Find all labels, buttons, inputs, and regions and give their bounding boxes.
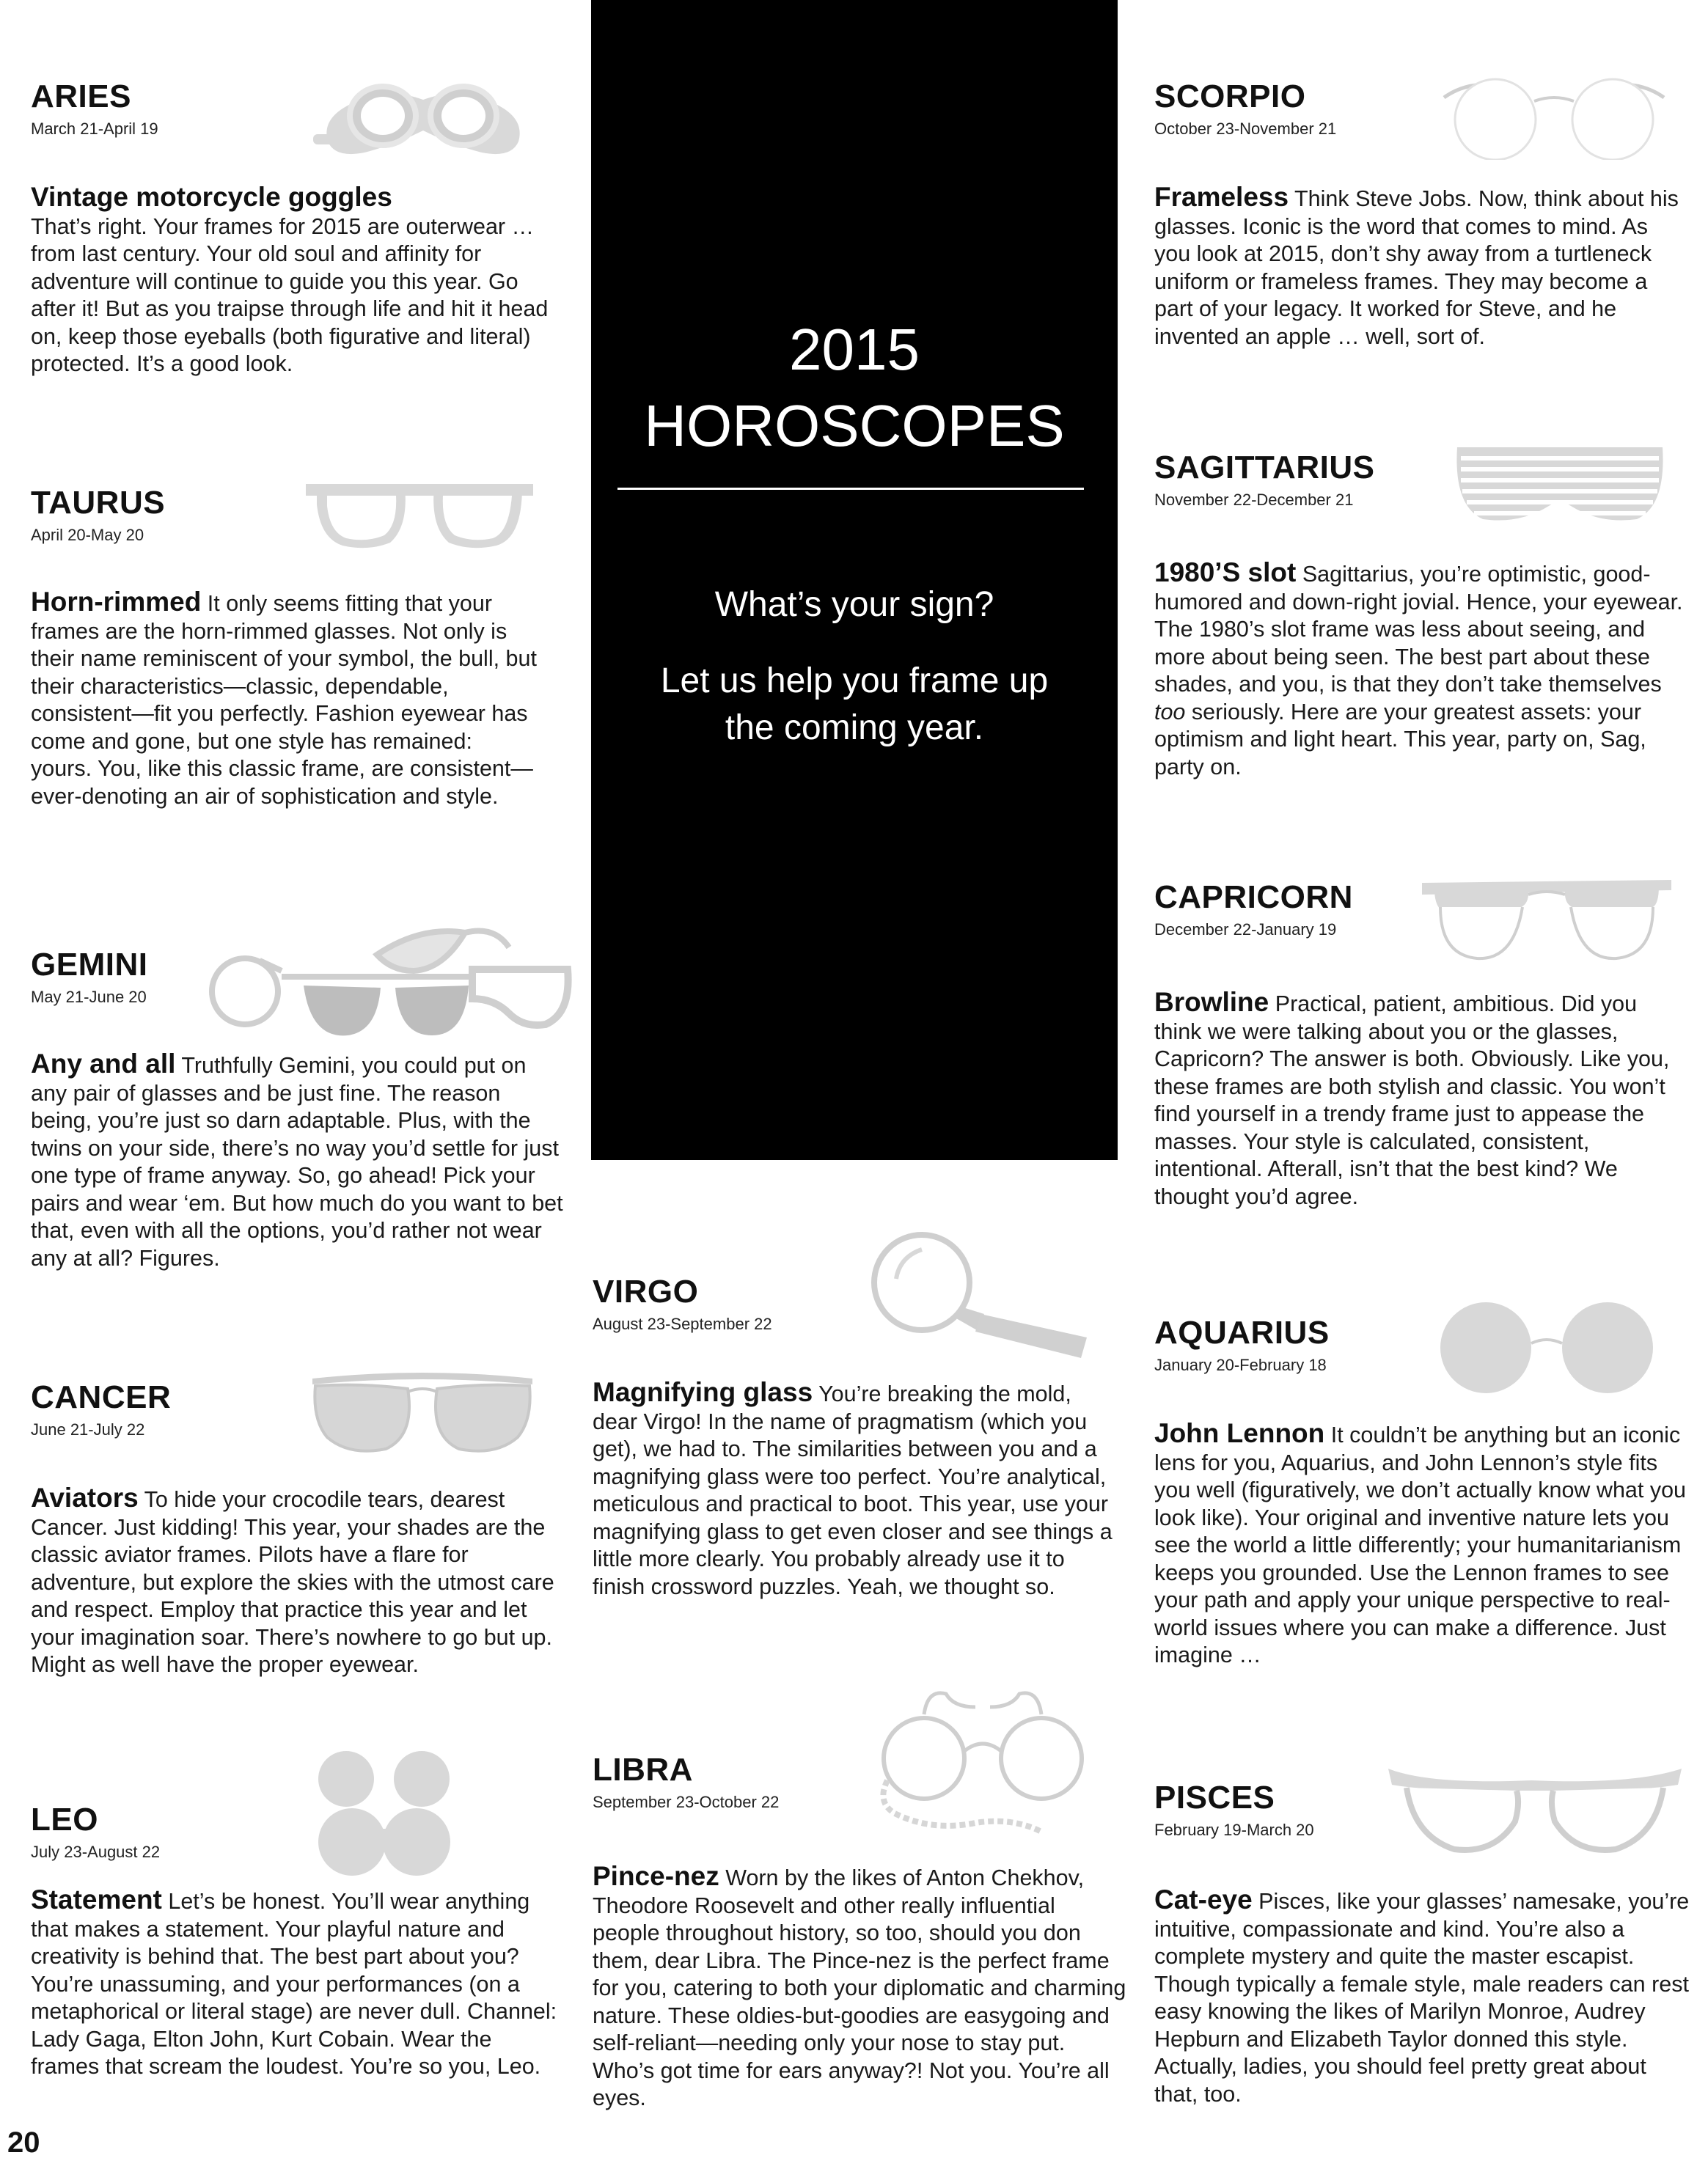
title-year: 2015 xyxy=(789,317,920,382)
style-name: Vintage motorcycle goggles xyxy=(31,182,392,212)
gemini-section xyxy=(31,947,566,1314)
horoscope-text xyxy=(1154,1420,1690,1670)
horoscope-text xyxy=(1154,183,1690,351)
style-name: Magnifying glass xyxy=(593,1377,813,1407)
horoscope-body: Sagittarius, you’re optimistic, good-humored and down-right jovial. Hence, your eyewear. The 1980’s slot frame was less about seeing, and more about being seen. The best part about these shades, and you, is that they don’t take themselves xyxy=(1154,562,1683,697)
sign-name: SAGITTARIUS xyxy=(1154,449,1375,485)
center-subtitle: Let us help you frame up the coming year. xyxy=(660,661,1049,747)
horoscope-text xyxy=(593,1379,1121,1601)
sign-dates: October 23-November 21 xyxy=(1154,120,1337,138)
sign-dates: June 21-July 22 xyxy=(31,1420,145,1439)
sign-dates: April 20-May 20 xyxy=(31,526,144,544)
sign-name: CANCER xyxy=(31,1379,172,1415)
pisces-section xyxy=(1154,1780,1690,2125)
horoscope-body: Think Steve Jobs. Now, think about his glasses. Iconic is the word that comes to mind. As you look at 2015, don’t shy away from a turtleneck uniform or frameless frames. They may become a part of your legacy. It worked for Steve, and he invented an apple … well, sort of. xyxy=(1154,186,1679,349)
style-name: Frameless xyxy=(1154,182,1289,212)
capricorn-section xyxy=(1154,880,1690,1232)
sign-dates: August 23-September 22 xyxy=(593,1315,772,1333)
horoscope-text xyxy=(31,183,559,378)
horoscope-body: It only seems fitting that your frames are the horn-rimmed glasses. Not only is their name reminiscent of your symbol, the bull, but their characteristics—classic, dependable, consistent—fit you perfectly. Fashion eyewear has come and gone, but one style has remained: yours. You, like this classic frame, are consistent—ever-denoting an air of sophistication and style. xyxy=(31,591,537,809)
style-name: Statement xyxy=(31,1884,162,1915)
horoscope-body: Let’s be honest. You’ll wear anything that makes a statement. Your playful nature and creativity is behind that. The best part about you? You’re unassuming, and your performances (on a metaphorical or literal stage) are never dull. Channel: Lady Gaga, Elton John, Kurt Cobain. Wear the frames that scream the loudest. You’re so you, Leo. xyxy=(31,1889,557,2079)
horoscope-text xyxy=(31,1484,559,1679)
style-name: Cat-eye xyxy=(1154,1884,1253,1915)
sign-dates: March 21-April 19 xyxy=(31,120,158,138)
page-number: 20 xyxy=(7,2126,40,2159)
center-question: What’s your sign? xyxy=(714,585,994,624)
aviators-icon xyxy=(305,1370,540,1458)
horoscope-body: Practical, patient, ambitious. Did you think we were talking about you or the glasses, Capricorn? The answer is both. Obviously. Like you, these frames are both stylish and classic. You won’t find yourself in a trendy frame just to appease the masses. Your style is calculated, consistent, intentional. Afterall, isn’t that the best kind? We thought you’d agree. xyxy=(1154,991,1670,1209)
horoscope-body: To hide your crocodile tears, dearest Cancer. Just kidding! This year, your shades are the classic aviator frames. Pilots have a flare for adventure, but explore the skies with the utmost care and respect. Employ that practice this year and let your imagination soar. There’s nowhere to go but up. Might as well have the proper eyewear. xyxy=(31,1487,554,1677)
horoscope-text xyxy=(1154,559,1690,781)
sign-name: GEMINI xyxy=(31,947,148,983)
scorpio-section xyxy=(1154,79,1690,372)
slot-shades-icon xyxy=(1454,440,1666,528)
sign-dates: January 20-February 18 xyxy=(1154,1356,1327,1374)
aries-section xyxy=(31,79,566,387)
cancer-section xyxy=(31,1380,566,1725)
style-name: John Lennon xyxy=(1154,1418,1325,1448)
sign-name: SCORPIO xyxy=(1154,78,1306,114)
round-lennon-glasses-icon xyxy=(1433,1298,1660,1397)
taurus-section xyxy=(31,485,566,852)
sign-name: LEO xyxy=(31,1802,98,1838)
style-name: Horn-rimmed xyxy=(31,587,202,617)
horoscope-body: That’s right. Your frames for 2015 are outerwear … from last century. Your old soul and affinity for adventure will continue to guide you this year. Go after it! But as you traipse through life and hit it head on, keep those eyeballs (both figurative and literal) protected. It’s a good look. xyxy=(31,213,549,376)
page-title xyxy=(591,312,1118,464)
title-divider xyxy=(617,488,1084,490)
sign-name: CAPRICORN xyxy=(1154,879,1353,915)
style-name: Aviators xyxy=(31,1483,139,1513)
sign-dates: February 19-March 20 xyxy=(1154,1821,1314,1839)
style-name: 1980’S slot xyxy=(1154,557,1297,587)
style-name: Any and all xyxy=(31,1049,176,1079)
horoscope-text xyxy=(31,588,537,810)
goggles-icon xyxy=(313,72,540,160)
magnifying-glass-icon xyxy=(867,1227,1102,1359)
horoscope-text xyxy=(31,1050,566,1272)
browline-glasses-icon xyxy=(1418,874,1675,966)
libra-section xyxy=(593,1753,1128,2126)
sign-name: TAURUS xyxy=(31,485,166,521)
horoscope-body: It couldn’t be anything but an iconic lens for you, Aquarius, and John Lennon’s style fits you well (figuratively, we don’t actually know what you look like). Your original and inventive nature lets you see the world a little differently; your humanitarianism keeps you grounded. Use the Lennon frames to see your path and apply your unique perspective to real-world issues where you can make a difference. Just imagine … xyxy=(1154,1423,1687,1667)
sign-name: AQUARIUS xyxy=(1154,1315,1330,1351)
horoscope-body: Pisces, like your glasses’ namesake, you’re intuitive, compassionate and kind. You’re also a complete mystery and quite the master escapist. Though typically a female style, male readers can rest easy knowing the likes of Marilyn Monroe, Audrey Hepburn and Elizabeth Taylor donned this style. Actually, ladies, you should feel pretty great about that, too. xyxy=(1154,1889,1690,2107)
aquarius-section xyxy=(1154,1315,1690,1711)
horoscope-text xyxy=(1154,988,1690,1211)
horoscope-text xyxy=(31,1886,566,2081)
style-name: Browline xyxy=(1154,987,1269,1017)
statement-glasses-icon xyxy=(308,1748,462,1880)
center-title-panel xyxy=(591,0,1118,1160)
leo-section xyxy=(31,1802,566,2125)
sign-dates: May 21-June 20 xyxy=(31,988,147,1006)
sign-name: PISCES xyxy=(1154,1780,1275,1816)
sagittarius-section xyxy=(1154,450,1690,795)
virgo-section xyxy=(593,1274,1128,1656)
cat-eye-glasses-icon xyxy=(1385,1763,1685,1858)
horoscope-body-continued: seriously. Here are your greatest assets: your optimism and light heart. This year, party on, Sag, party on. xyxy=(1154,699,1646,779)
horoscope-body: You’re breaking the mold, dear Virgo! In the name of pragmatism (which you get), we had to. The similarities between you and a magnifying glass were too perfect. You’re analytical, meticulous and practical to boot. This year, use your magnifying glass to get even closer and see things a little more clearly. You probably already use it to finish crossword puzzles. Yeah, we thought so. xyxy=(593,1381,1113,1599)
horoscope-body: Truthfully Gemini, you could put on any pair of glasses and be just fine. The reason being, you’re just so darn adaptable. Plus, with the twins on your side, there’s no way you’d settle for just one type of frame anyway. So, go ahead! Pick your pairs and wear ‘em. But how much do you want to bet that, even with all the options, you’d rather not wear any at all? Figures. xyxy=(31,1053,563,1271)
horoscope-body: Worn by the likes of Anton Chekhov, Theodore Roosevelt and other really influential people throughout history, so too, should you don them, dear Libra. The Pince-nez is the perfect frame for you, catering to both your diplomatic and charming nature. These oldies-but-goodies are easygoing and self-reliant—needing only your nose to stay put. Who’s got time for ears anyway?! Not you. You’re all eyes. xyxy=(593,1865,1126,2110)
sign-name: LIBRA xyxy=(593,1752,693,1788)
horn-rimmed-glasses-icon xyxy=(302,475,537,556)
sign-dates: July 23-August 22 xyxy=(31,1843,161,1861)
horoscope-text xyxy=(1154,1886,1690,2108)
glasses-pile-icon xyxy=(201,903,582,1050)
sign-dates: September 23-October 22 xyxy=(593,1793,780,1811)
frameless-glasses-icon xyxy=(1440,65,1668,160)
sign-dates: December 22-January 19 xyxy=(1154,920,1337,939)
pince-nez-icon xyxy=(873,1685,1093,1846)
horoscope-text xyxy=(593,1862,1128,2113)
sign-name: ARIES xyxy=(31,78,131,114)
sign-name: VIRGO xyxy=(593,1274,699,1310)
emphasis-word: too xyxy=(1154,699,1186,724)
style-name: Pince-nez xyxy=(593,1861,719,1891)
sign-dates: November 22-December 21 xyxy=(1154,491,1354,509)
title-word: HOROSCOPES xyxy=(644,393,1065,458)
